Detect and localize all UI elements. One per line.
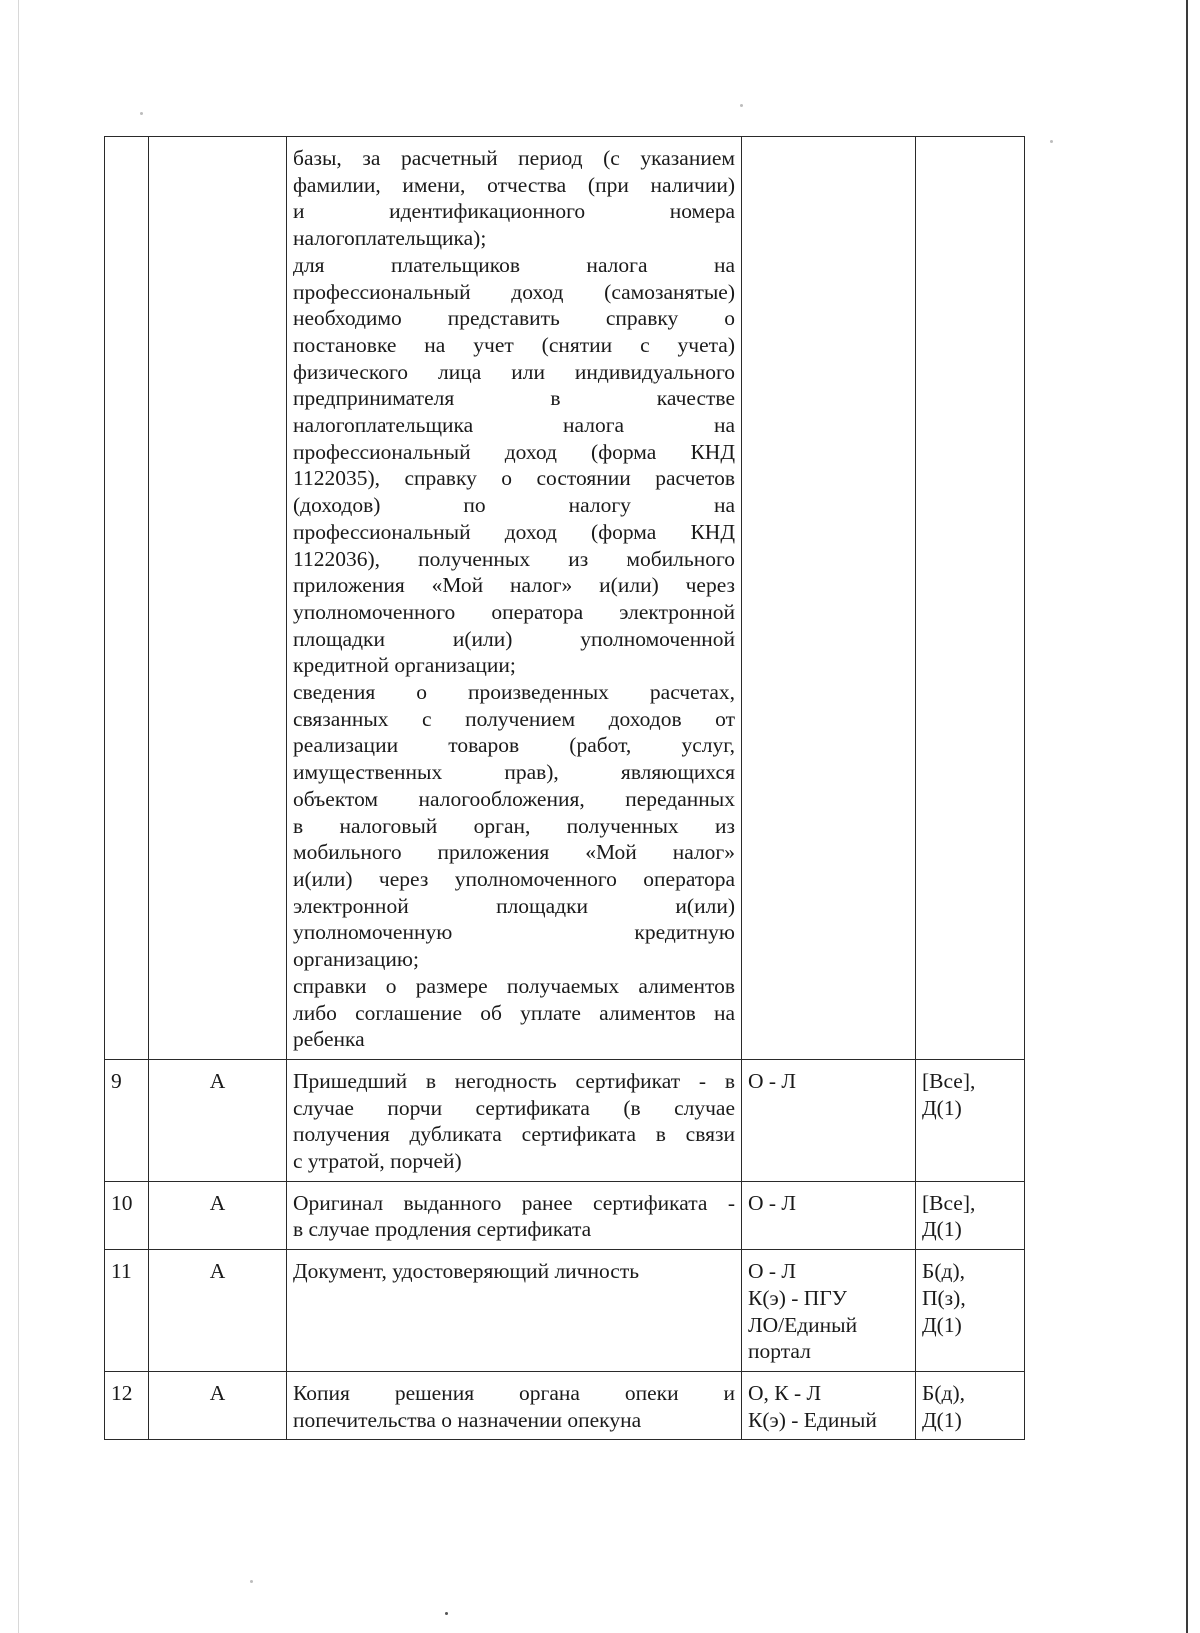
description-line: связанных с получением доходов от xyxy=(293,706,735,731)
description-line: с утратой, порчей) xyxy=(293,1149,462,1174)
description-line: уполномоченную кредитную xyxy=(293,920,735,945)
category-cell: А xyxy=(149,1059,287,1181)
row-number-cell: 10 xyxy=(105,1181,149,1249)
document-type-line: [Все], xyxy=(922,1068,976,1093)
description-line: (доходов) по налогу на xyxy=(293,493,735,518)
document-type-cell xyxy=(916,1181,1025,1249)
document-type-line: Д(1) xyxy=(922,1407,962,1432)
submission-method-cell xyxy=(742,1250,916,1372)
description-line: либо соглашение об уплате алиментов на xyxy=(293,1000,735,1025)
description-line: 1122036), полученных из мобильного xyxy=(293,546,735,571)
submission-method-line: портал xyxy=(748,1339,811,1364)
table-row xyxy=(105,137,1025,1060)
document-type-line: Б(д), xyxy=(922,1380,965,1405)
description-line: и(или) через уполномоченного оператора xyxy=(293,866,735,891)
description-line: кредитной организации; xyxy=(293,653,516,678)
table-row xyxy=(105,1250,1025,1372)
submission-method-line: О - Л xyxy=(748,1190,797,1215)
description-line: Документ, удостоверяющий личность xyxy=(293,1259,640,1284)
description-line: Копия решения органа опеки и xyxy=(293,1380,735,1405)
document-type-cell xyxy=(916,1250,1025,1372)
submission-method-line: О - Л xyxy=(748,1068,797,1093)
description-line: базы, за расчетный период (с указанием xyxy=(293,146,735,170)
submission-method-line: О - Л xyxy=(748,1259,797,1284)
submission-method-cell xyxy=(742,137,916,1060)
submission-method-cell xyxy=(742,1181,916,1249)
description-line: мобильного приложения «Мой налог» xyxy=(293,840,735,865)
document-description-cell xyxy=(287,1181,742,1249)
description-line: площадки и(или) уполномоченной xyxy=(293,626,735,651)
scan-edge-right xyxy=(1186,0,1188,1633)
document-type-line: Д(1) xyxy=(922,1312,962,1337)
description-line: необходимо представить справку о xyxy=(293,306,735,331)
description-line: налогоплательщика налога на xyxy=(293,413,735,438)
row-number-cell xyxy=(105,137,149,1060)
submission-method-cell xyxy=(742,1371,916,1439)
document-type-line: Д(1) xyxy=(922,1217,962,1242)
description-line: предпринимателя в качестве xyxy=(293,386,735,411)
document-type-line: П(з), xyxy=(922,1285,966,1310)
document-description-cell xyxy=(287,1250,742,1372)
category-cell xyxy=(149,137,287,1060)
description-line: профессиональный доход (форма КНД xyxy=(293,519,735,544)
table-row xyxy=(105,1181,1025,1249)
document-type-line: Б(д), xyxy=(922,1259,965,1284)
category-cell: А xyxy=(149,1181,287,1249)
description-line: профессиональный доход (самозанятые) xyxy=(293,279,735,304)
description-line: имущественных прав), являющихся xyxy=(293,760,735,785)
document-description-cell xyxy=(287,1371,742,1439)
description-line: попечительства о назначении опекуна xyxy=(293,1407,642,1432)
submission-method-line: К(э) - Единый xyxy=(748,1407,877,1432)
description-line: физического лица или индивидуального xyxy=(293,359,735,384)
table-row xyxy=(105,1371,1025,1439)
row-number-cell: 9 xyxy=(105,1059,149,1181)
table-body xyxy=(105,137,1025,1440)
description-line: для плательщиков налога на xyxy=(293,252,735,277)
document-type-cell xyxy=(916,1059,1025,1181)
description-line: Оригинал выданного ранее сертификата - xyxy=(293,1190,735,1215)
category-cell: А xyxy=(149,1250,287,1372)
description-line: сведения о произведенных расчетах, xyxy=(293,680,735,705)
description-line: объектом налогообложения, переданных xyxy=(293,786,735,811)
description-line: налогоплательщика); xyxy=(293,226,487,251)
scan-speck xyxy=(250,1580,253,1583)
submission-method-line: К(э) - ПГУ xyxy=(748,1285,847,1310)
row-number-cell: 12 xyxy=(105,1371,149,1439)
description-line: Пришедший в негодность сертификат - в xyxy=(293,1068,735,1093)
description-line: и идентификационного номера xyxy=(293,199,735,224)
document-description-cell xyxy=(287,1059,742,1181)
document-type-line: [Все], xyxy=(922,1190,976,1215)
description-line: постановке на учет (снятии с учета) xyxy=(293,332,735,357)
submission-method-line: ЛО/Единый xyxy=(748,1312,858,1337)
description-line: реализации товаров (работ, услуг, xyxy=(293,733,735,758)
description-line: электронной площадки и(или) xyxy=(293,893,735,918)
table-row xyxy=(105,1059,1025,1181)
description-line: 1122035), справку о состоянии расчетов xyxy=(293,466,735,491)
description-line: уполномоченного оператора электронной xyxy=(293,599,735,624)
description-line: справки о размере получаемых алиментов xyxy=(293,973,735,998)
scan-edge-left xyxy=(18,0,19,1633)
description-line: приложения «Мой налог» и(или) через xyxy=(293,573,735,598)
description-line: фамилии, имени, отчества (при наличии) xyxy=(293,172,735,197)
document-type-cell xyxy=(916,1371,1025,1439)
document-description-cell xyxy=(287,137,742,1060)
description-line: получения дубликата сертификата в связи xyxy=(293,1122,735,1147)
scan-speck xyxy=(740,104,743,107)
submission-method-line: О, К - Л xyxy=(748,1380,822,1405)
document-type-line: Д(1) xyxy=(922,1095,962,1120)
description-line: ребенка xyxy=(293,1027,365,1052)
category-cell: А xyxy=(149,1371,287,1439)
submission-method-cell xyxy=(742,1059,916,1181)
description-line: в налоговый орган, полученных из xyxy=(293,813,735,838)
requirements-table xyxy=(104,136,1025,1440)
scan-speck xyxy=(1050,140,1053,143)
scan-speck xyxy=(140,112,143,115)
scan-speck xyxy=(445,1612,448,1615)
description-line: случае порчи сертификата (в случае xyxy=(293,1095,735,1120)
description-line: организацию; xyxy=(293,947,419,972)
document-type-cell xyxy=(916,137,1025,1060)
description-line: профессиональный доход (форма КНД xyxy=(293,439,735,464)
row-number-cell: 11 xyxy=(105,1250,149,1372)
description-line: в случае продления сертификата xyxy=(293,1217,592,1242)
